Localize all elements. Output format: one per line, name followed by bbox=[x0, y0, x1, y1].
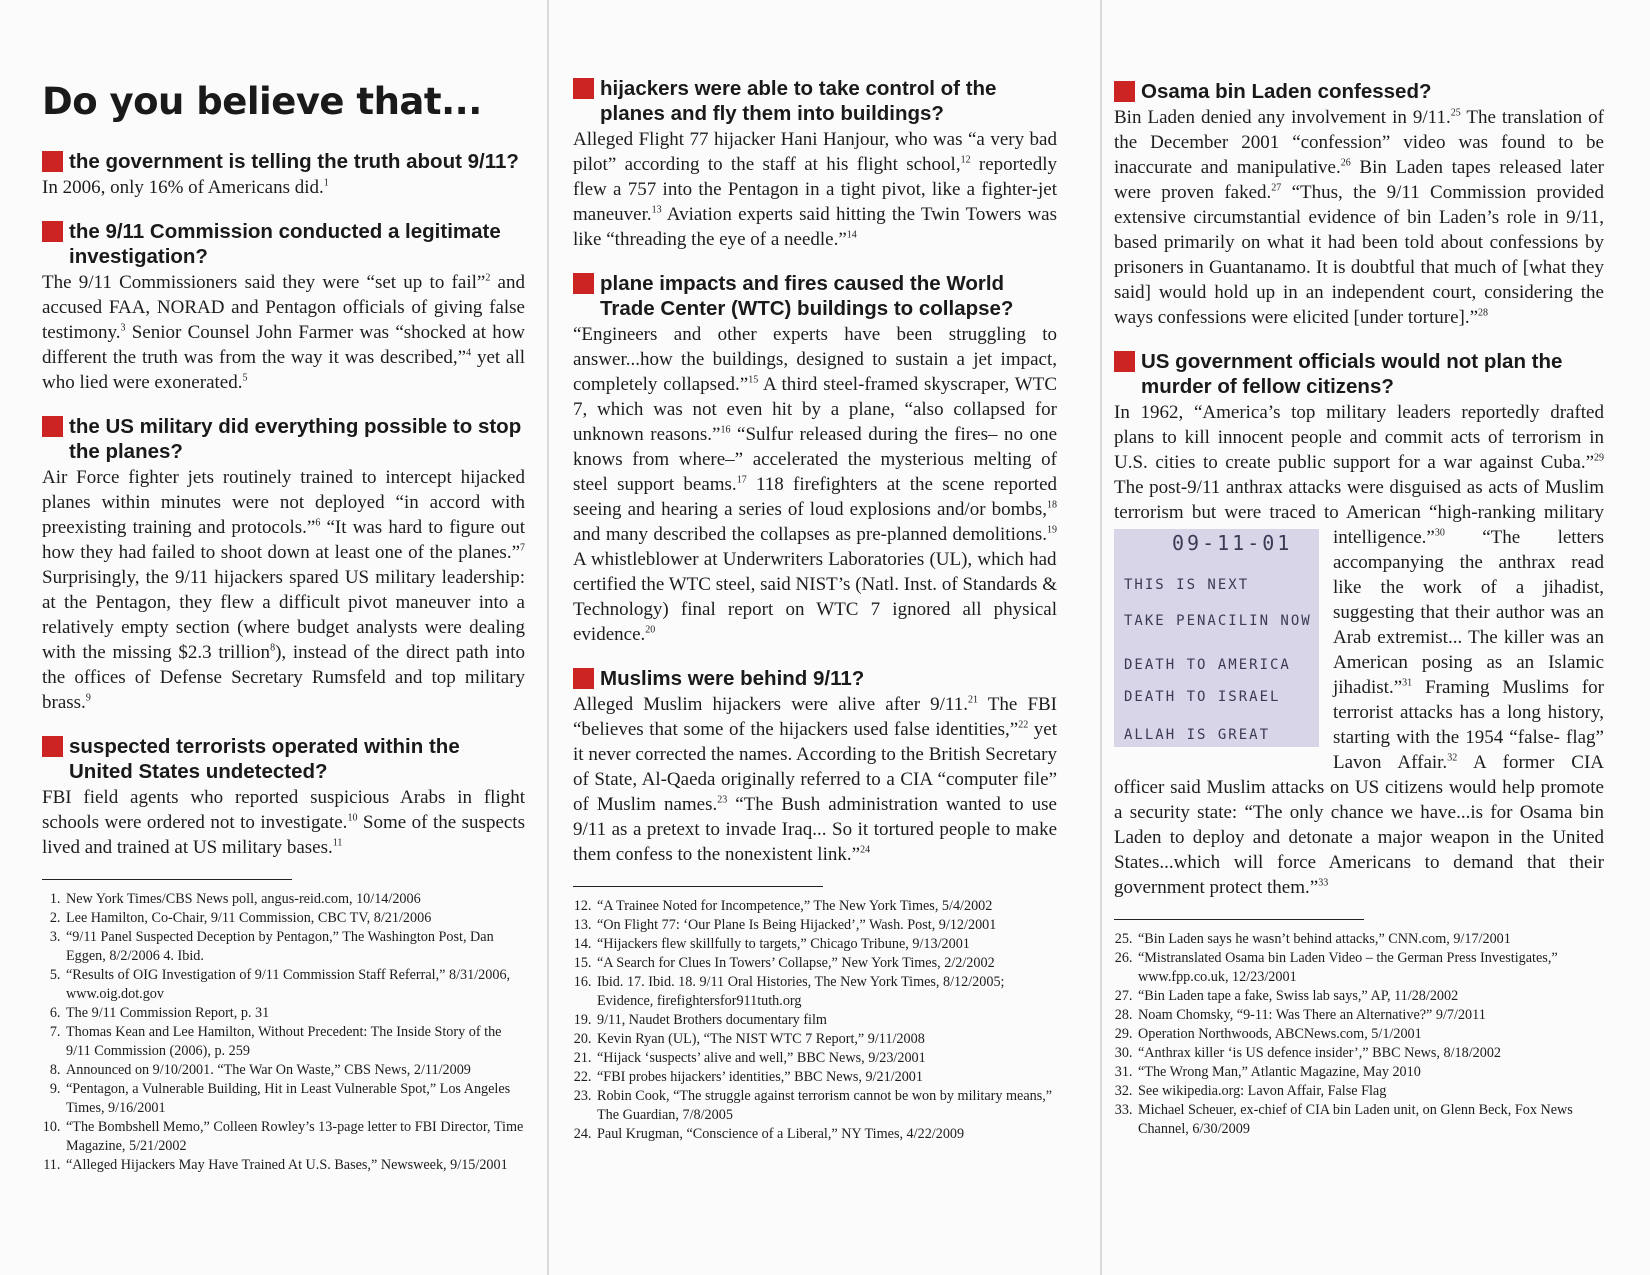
question-body: FBI field agents who reported suspicious Arabs in flight schools were ordered not to investigate.$^{10}$ Some of the suspects lived and trained at US military bases.$^{11}$ bbox=[42, 786, 525, 858]
question-body: Alleged Muslim hijackers were alive after 9/11.21 The FBI “believes that some of the hijackers used false identities,”$^{22}$ yet it never corrected the names. According to the British Secretary of State, Al-Qaeda originally referred to a CIA “computer file” of Muslim names.$^{23}$ “The Bush administration wanted to use 9/11 as a pretext to invade Iraq... So it tortured people to make them confess to the nonexistent link.”$^{24}$ bbox=[573, 694, 1057, 865]
fold-line-left bbox=[547, 0, 549, 1275]
footnote: 8. Announced on 9/10/2001. “The War On Waste,” CBS News, 2/11/2009 bbox=[64, 1061, 525, 1080]
question-heading: plane impacts and fires caused the World Trade Center (WTC) buildings to collapse? bbox=[573, 271, 1057, 321]
panel-middle bbox=[573, 0, 1057, 1275]
letter-line: THIS IS NEXT bbox=[1124, 577, 1250, 593]
question-heading: Osama bin Laden confessed? bbox=[1114, 79, 1604, 104]
footnote: 5. “Results of OIG Investigation of 9/11 Commission Staff Referral,” 8/31/2006, www.oig.dot.gov bbox=[64, 966, 525, 1004]
footnote: 26. “Mistranslated Osama bin Laden Video – the German Press Investigates,” www.fpp.co.uk, 12/23/2001 bbox=[1136, 949, 1604, 987]
letter-line: DEATH TO AMERICA bbox=[1124, 657, 1291, 673]
footnote: 24. Paul Krugman, “Conscience of a Liberal,” NY Times, 4/22/2009 bbox=[595, 1125, 1057, 1144]
footnote: 27. “Bin Laden tape a fake, Swiss lab says,” AP, 11/28/2002 bbox=[1136, 987, 1604, 1006]
question-heading: suspected terrorists operated within the United States undetected? bbox=[42, 734, 525, 784]
letter-line: TAKE PENACILIN NOW bbox=[1124, 613, 1312, 629]
footnote: 16. Ibid. 17. Ibid. 18. 9/11 Oral Histories, The New York Times, 8/12/2005; Evidence, firefightersfor911tuth.org bbox=[595, 973, 1057, 1011]
footnote: 28. Noam Chomsky, “9-11: Was There an Alternative?” 9/7/2011 bbox=[1136, 1006, 1604, 1025]
footnote: 11. “Alleged Hijackers May Have Trained At U.S. Bases,” Newsweek, 9/15/2001 bbox=[64, 1156, 525, 1175]
footnote: 7. Thomas Kean and Lee Hamilton, Without Precedent: The Inside Story of the 9/11 Commission (2006), p. 259 bbox=[64, 1023, 525, 1061]
question-military bbox=[42, 414, 525, 715]
panel-left bbox=[42, 0, 525, 1275]
footnote: 6. The 9/11 Commission Report, p. 31 bbox=[64, 1004, 525, 1023]
question-heading: Muslims were behind 9/11? bbox=[573, 666, 1057, 691]
question-bin-laden bbox=[1114, 79, 1604, 330]
footnote-divider bbox=[1114, 919, 1364, 920]
question-hijackers-control bbox=[573, 76, 1057, 252]
footnote: 30. “Anthrax killer ‘is US defence insider’,” BBC News, 8/18/2002 bbox=[1136, 1044, 1604, 1063]
anthrax-letter-image bbox=[1114, 529, 1319, 747]
question-heading: hijackers were able to take control of the planes and fly them into buildings? bbox=[573, 76, 1057, 126]
question-government-truth bbox=[42, 149, 525, 200]
footnotes-list bbox=[573, 897, 1057, 1144]
footnote: 10. “The Bombshell Memo,” Colleen Rowley’s 13-page letter to FBI Director, Time Magazine, 5/21/2002 bbox=[64, 1118, 525, 1156]
footnote: 33. Michael Scheuer, ex-chief of CIA bin Laden unit, on Glenn Beck, Fox News Channel, 6/30/2009 bbox=[1136, 1101, 1604, 1139]
footnotes-list bbox=[1114, 930, 1604, 1139]
footnote-divider bbox=[573, 886, 823, 887]
fold-line-right bbox=[1100, 0, 1102, 1275]
footnote: 23. Robin Cook, “The struggle against terrorism cannot be won by military means,” The Guardian, 7/8/2005 bbox=[595, 1087, 1057, 1125]
footnote: 12. “A Trainee Noted for Incompetence,” The New York Times, 5/4/2002 bbox=[595, 897, 1057, 916]
question-wtc-collapse bbox=[573, 271, 1057, 647]
question-muslims bbox=[573, 666, 1057, 867]
question-government-officials bbox=[1114, 349, 1604, 900]
footnote: 25. “Bin Laden says he wasn’t behind attacks,” CNN.com, 9/17/2001 bbox=[1136, 930, 1604, 949]
panel-right bbox=[1114, 0, 1604, 1275]
question-body: Air Force fighter jets routinely trained to intercept hijacked planes within minutes were not deployed “in accord with preexisting training and protocols.”$^6$ “It was hard to figure out how they had failed to shoot down at least one of the planes.”$^7$ Surprisingly, the 9/11 hijackers spared US military leadership: at the Pentagon, they flew a difficult pivot maneuver into a relatively empty section (where budget analysts were dealing with the missing $2.3 trillion$^8$), instead of the direct path into the offices of Defense Secretary Rumsfeld and top military brass.$^9$ bbox=[42, 466, 525, 713]
footnote: 20. Kevin Ryan (UL), “The NIST WTC 7 Report,” 9/11/2008 bbox=[595, 1030, 1057, 1049]
question-body: The 9/11 Commissioners said they were “set up to fail”$^2$ and accused FAA, NORAD and Pentagon officials of giving false testimony.$^3$ Senior Counsel John Farmer was “shocked at how different the truth was from the way it was described,”$^4$ yet all who lied were exonerated.$^5$ bbox=[42, 271, 525, 393]
question-heading: US government officials would not plan the murder of fellow citizens? bbox=[1114, 349, 1604, 399]
question-terrorists bbox=[42, 734, 525, 860]
footnote: 14. “Hijackers flew skillfully to targets,” Chicago Tribune, 9/13/2001 bbox=[595, 935, 1057, 954]
footnote: 19. 9/11, Naudet Brothers documentary film bbox=[595, 1011, 1057, 1030]
letter-line: DEATH TO ISRAEL bbox=[1124, 689, 1281, 705]
question-heading: the US military did everything possible to stop the planes? bbox=[42, 414, 525, 464]
question-commission bbox=[42, 219, 525, 395]
footnote: 15. “A Search for Clues In Towers’ Collapse,” New York Times, 2/2/2002 bbox=[595, 954, 1057, 973]
question-heading: the 9/11 Commission conducted a legitimate investigation? bbox=[42, 219, 525, 269]
footnote: 3. “9/11 Panel Suspected Deception by Pentagon,” The Washington Post, Dan Eggen, 8/2/2006 4. Ibid. bbox=[64, 928, 525, 966]
footnote: 1. New York Times/CBS News poll, angus-reid.com, 10/14/2006 bbox=[64, 890, 525, 909]
footnote: 29. Operation Northwoods, ABCNews.com, 5/1/2001 bbox=[1136, 1025, 1604, 1044]
footnote: 13. “On Flight 77: ‘Our Plane Is Being Hijacked’,” Wash. Post, 9/12/2001 bbox=[595, 916, 1057, 935]
question-heading: the government is telling the truth about 9/11? bbox=[42, 149, 525, 174]
question-body: In 1962, “America’s top military leaders reportedly drafted plans to kill innocent people and commit acts of terrorism in U.S. cities to create public support for a war against Cuba.”$^{29}$ The post-9/11 anthrax attacks were disguised as acts of Muslim terrorism but were traced to American “high-ranking military intelligence.”$^{30}$ 09-11-01 THIS IS NEXT TAKE PENACILIN NOW DEATH TO AMERICA DEATH TO ISRAEL ALLAH IS GREAT “The letters accompanying the anthrax read like the work of a jihadist, suggesting that their author was an Arab extremist... The killer was an American posing as an Islamic jihadist.”$^{31}$ Framing Muslims for terrorist attacks has a long history, starting with the 1954 “false- flag” Lavon Affair.$^{32}$ A former CIA officer said Muslim attacks on US citizens would help promote a security state: “The only chance we have...is for Osama bin Laden to deploy and detonate a major weapon in the United States...which will force Americans to demand that their government protect them.”$^{33}$ bbox=[1114, 402, 1604, 898]
footnote: 32. See wikipedia.org: Lavon Affair, False Flag bbox=[1136, 1082, 1604, 1101]
footnote: 31. “The Wrong Man,” Atlantic Magazine, May 2010 bbox=[1136, 1063, 1604, 1082]
footnote: 22. “FBI probes hijackers’ identities,” BBC News, 9/21/2001 bbox=[595, 1068, 1057, 1087]
question-body: Alleged Flight 77 hijacker Hani Hanjour, who was “a very bad pilot” according to the staff at his flight school,$^{12}$ reportedly flew a 757 into the Pentagon in a tight pivot, like a fighter-jet maneuver.$^{13}$ Aviation experts said hitting the Twin Towers was like “threading the eye of a needle.”$^{14}$ bbox=[573, 129, 1057, 250]
question-body: Bin Laden denied any involvement in 9/11.25 The translation of the December 2001 “confession” video was found to be inaccurate and manipulative.$^{26}$ Bin Laden tapes released later were proven faked.$^{27}$ “Thus, the 9/11 Commission provided extensive circumstantial evidence of bin Laden’s role in 9/11, based primarily on what it had been told about confessions by prisoners in Guantanamo. It is doubtful that much of [what they said] would hold up in an independent court, considering the ways confessions were elicited [under torture].”$^{28}$ bbox=[1114, 107, 1604, 328]
letter-date: 09-11-01 bbox=[1172, 531, 1293, 555]
footnote: 2. Lee Hamilton, Co-Chair, 9/11 Commission, CBC TV, 8/21/2006 bbox=[64, 909, 525, 928]
question-body: In 2006, only 16% of Americans did.$^1$ bbox=[42, 176, 329, 198]
page-title: Do you believe that... bbox=[42, 80, 482, 123]
footnote: 9. “Pentagon, a Vulnerable Building, Hit in Least Vulnerable Spot,” Los Angeles Times, 9/16/2001 bbox=[64, 1080, 525, 1118]
question-body: “Engineers and other experts have been struggling to answer...how the buildings, designed to sustain a jet impact, completely collapsed.”$^{15}$ A third steel-framed skyscraper, WTC 7, which was not even hit by a plane, “also collapsed for unknown reasons.”$^{16}$ “Sulfur released during the fires– no one knows from where–” accelerated the mysterious melting of steel support beams.$^{17}$ 118 firefighters at the scene reported seeing and hearing a series of loud explosions and/or bombs,$^{18}$ and many described the collapses as pre-planned demolitions.$^{19}$ A whistleblower at Underwriters Laboratories (UL), which had certified the WTC steel, said NIST’s (Natl. Inst. of Standards & Technology) final report on WTC 7 ignored all physical evidence.$^{20}$ bbox=[573, 324, 1057, 645]
letter-line: ALLAH IS GREAT bbox=[1124, 727, 1271, 743]
footnote-divider bbox=[42, 879, 292, 880]
footnotes-list bbox=[42, 890, 525, 1175]
footnote: 21. “Hijack ‘suspects’ alive and well,” BBC News, 9/23/2001 bbox=[595, 1049, 1057, 1068]
